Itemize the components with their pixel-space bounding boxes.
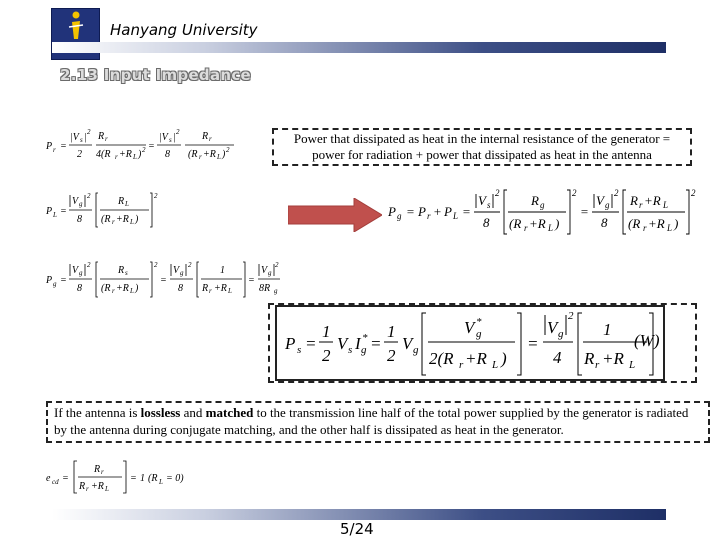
svg-text:g: g [53,280,57,288]
eq-pr [44,126,244,164]
svg-text:r: r [459,359,464,371]
svg-text:r: r [427,211,431,221]
svg-text:r: r [86,485,89,493]
lossless-word: lossless [140,405,181,420]
svg-text:|V: |V [159,132,168,143]
svg-text:R: R [118,196,125,207]
svg-text:=: = [406,204,415,219]
lossless-note-post: to the transmission line half of the total power supplied by the generator is radiated by the antenna during conjugate matching, and the other half is dissipated as heat in the generator. [54,405,689,437]
svg-text:g: g [413,344,419,356]
svg-text:g: g [274,287,278,295]
svg-text:2: 2 [188,261,192,269]
svg-text:g: g [397,211,402,221]
svg-text:4(R: 4(R [96,149,111,160]
svg-text:r: r [53,146,56,154]
svg-text:+R: +R [602,349,624,368]
svg-text:=: = [527,334,539,353]
svg-text:2: 2 [87,261,91,269]
lossless-note-mid: and [180,405,206,420]
ps-equation-frame [268,303,697,383]
svg-text:+R: +R [116,283,129,294]
svg-text:=: = [305,334,317,353]
svg-text:L: L [130,287,134,295]
svg-text:V: V [547,318,558,337]
svg-text:2: 2 [77,149,82,160]
lossless-note [46,401,710,443]
svg-text:cd: cd [52,478,59,486]
svg-text:(R: (R [509,216,522,231]
svg-text:V: V [337,334,348,353]
svg-text:P: P [285,334,296,353]
svg-text:V: V [478,193,486,208]
svg-text:): ) [501,349,507,368]
svg-text:= 0): = 0) [166,473,184,484]
svg-text:V: V [72,265,79,276]
svg-text:8: 8 [77,214,82,225]
svg-text:+R: +R [648,216,665,231]
svg-text:8: 8 [178,283,183,294]
svg-text:2: 2 [154,261,158,269]
svg-text:L: L [629,359,636,371]
svg-text:R: R [630,193,638,208]
svg-text:2: 2 [142,146,146,154]
svg-text:P: P [46,141,53,152]
svg-text:(R: (R [148,473,158,484]
svg-text:1: 1 [220,265,225,276]
svg-text:2: 2 [275,261,279,269]
svg-text:): ) [135,214,139,225]
svg-text:): ) [135,283,139,294]
svg-text:2(R: 2(R [429,349,454,368]
svg-text:L: L [228,287,232,295]
svg-text:L: L [130,218,134,226]
svg-text:+: + [433,204,442,219]
svg-text:r: r [209,135,212,143]
svg-text:+R: +R [116,214,129,225]
header-bar [52,42,666,53]
eq-pl-graphic [44,190,164,230]
svg-text:P: P [444,204,452,219]
svg-text:=: = [60,275,67,286]
svg-text:|: | [84,132,87,143]
svg-text:L: L [105,485,109,493]
svg-text:2: 2 [322,346,331,365]
logo-i-icon [68,11,84,41]
university-name: Hanyang University [110,21,258,39]
svg-text:g: g [361,344,367,356]
ps-equation-box [275,305,665,381]
svg-text:R: R [202,131,209,142]
svg-text:): ) [555,216,560,231]
svg-text:8: 8 [77,283,82,294]
svg-text:4: 4 [553,348,562,367]
footer-bar [52,509,666,520]
svg-text:=: = [62,473,69,484]
page-number: 5/24 [340,520,374,538]
svg-text:): ) [222,149,226,160]
svg-text:2: 2 [614,188,619,198]
svg-text:g: g [605,200,610,210]
eq-ecd-graphic [44,458,204,496]
svg-text:2: 2 [87,192,91,200]
svg-text:P: P [46,206,53,217]
eq-pr-graphic [44,126,244,164]
lossless-note-pre: If the antenna is [54,405,141,420]
svg-text:=: = [370,334,382,353]
svg-text:=: = [148,141,155,152]
right-arrow-icon [288,198,382,232]
svg-text:(R: (R [101,283,111,294]
svg-text:R: R [94,464,101,475]
svg-text:+R: +R [119,149,132,160]
svg-text:|: | [173,132,176,143]
svg-text:=: = [60,206,67,217]
svg-text:g: g [558,328,564,340]
svg-text:(R: (R [188,149,198,160]
svg-text:|V: |V [70,132,79,143]
svg-text:(R: (R [101,214,111,225]
svg-text:L: L [663,200,669,210]
svg-text:P: P [46,275,53,286]
slide-title: 2.13 Input Impedance [60,66,252,84]
svg-text:L: L [453,211,459,221]
svg-text:2: 2 [176,128,180,136]
svg-text:V: V [402,334,413,353]
svg-text:+R: +R [91,481,104,492]
eq-pg-sum [386,186,706,238]
svg-text:r: r [199,153,202,161]
svg-text:g: g [79,269,83,277]
svg-text:R: R [118,265,125,276]
svg-text:+R: +R [465,349,487,368]
eq-pl [44,190,164,230]
svg-text:r: r [112,218,115,226]
svg-text:1: 1 [322,322,331,341]
svg-text:=: = [580,204,589,219]
svg-text:8: 8 [165,149,170,160]
svg-text:1: 1 [603,320,612,339]
svg-text:r: r [595,359,600,371]
svg-text:V: V [72,196,79,207]
eq-ps-graphic [277,307,663,379]
svg-text:e: e [46,473,51,484]
svg-text:s: s [348,344,353,356]
svg-text:r: r [643,223,647,233]
svg-text:L: L [133,153,137,161]
svg-text:s: s [297,344,302,356]
svg-text:V: V [596,193,604,208]
svg-text:+R: +R [203,149,216,160]
eq-ecd [44,458,204,496]
svg-text:L: L [217,153,221,161]
svg-text:2: 2 [87,128,91,136]
svg-text:): ) [138,149,142,160]
svg-text:2: 2 [568,310,574,322]
svg-text:): ) [674,216,679,231]
svg-text:*: * [476,316,482,328]
svg-text:r: r [112,287,115,295]
svg-text:g: g [476,328,482,340]
svg-text:V: V [261,265,268,276]
svg-text:2: 2 [691,188,696,198]
svg-text:P: P [388,204,396,219]
svg-text:s: s [125,269,128,277]
svg-text:=: = [462,204,471,219]
svg-text:r: r [524,223,528,233]
svg-text:g: g [180,269,184,277]
svg-text:L: L [125,200,129,208]
svg-text:8R: 8R [259,283,271,294]
svg-text:P: P [418,204,426,219]
svg-text:+R: +R [529,216,546,231]
svg-text:r: r [101,468,104,476]
svg-text:s: s [487,200,491,210]
svg-text:*: * [362,332,368,344]
svg-text:r: r [639,200,643,210]
svg-text:s: s [80,136,83,144]
svg-text:1: 1 [140,473,145,484]
svg-text:L: L [159,478,163,486]
svg-text:1: 1 [387,322,396,341]
svg-text:=: = [60,141,67,152]
eq-pg [44,259,280,301]
svg-text:g: g [79,200,83,208]
svg-text:R: R [531,193,539,208]
svg-text:(R: (R [628,216,641,231]
svg-text:=: = [130,473,137,484]
svg-text:=: = [248,275,255,286]
eq-pg-sum-graphic [386,186,706,238]
svg-text:R: R [584,349,595,368]
svg-text:R: R [98,131,105,142]
svg-text:8: 8 [483,215,490,230]
matched-word: matched [205,405,254,420]
svg-text:L: L [548,223,554,233]
svg-text:R: R [202,283,209,294]
svg-text:2: 2 [154,192,158,200]
svg-text:r: r [209,287,212,295]
svg-text:2: 2 [226,146,230,154]
svg-text:+R: +R [644,193,661,208]
svg-text:+R: +R [214,283,227,294]
svg-text:L: L [53,211,57,219]
svg-text:L: L [492,359,499,371]
svg-text:2: 2 [495,188,500,198]
svg-text:2: 2 [572,188,577,198]
svg-text:g: g [540,200,545,210]
power-note: Power that dissipated as heat in the internal resistance of the generator = power for radiation + power that dissipated as heat in the antenna [272,128,692,166]
svg-text:V: V [173,265,180,276]
svg-text:8: 8 [601,215,608,230]
eq-pg-graphic [44,259,280,301]
ps-unit: (W) [634,331,660,350]
svg-text:R: R [79,481,86,492]
svg-text:V: V [464,318,475,337]
svg-text:=: = [160,275,167,286]
svg-text:r: r [105,135,108,143]
svg-text:r: r [115,153,118,161]
svg-text:2: 2 [387,346,396,365]
svg-text:L: L [667,223,673,233]
svg-text:s: s [169,136,172,144]
svg-text:I: I [355,334,361,353]
svg-text:g: g [268,269,272,277]
